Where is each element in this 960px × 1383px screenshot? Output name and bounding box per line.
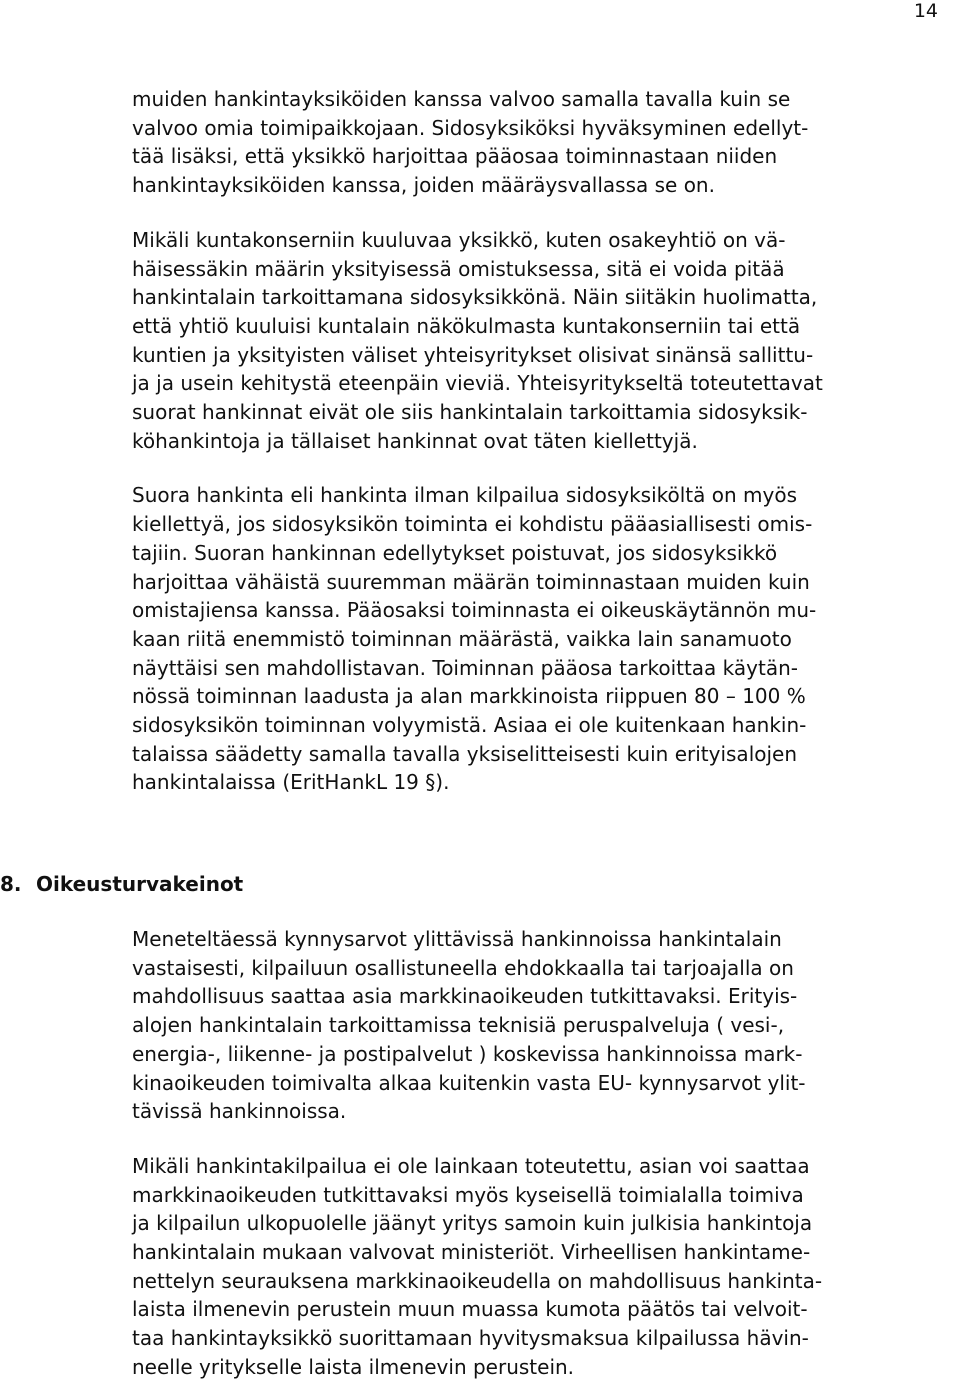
text-line: hankintalain tarkoittamana sidosyksikkönä. Näin siitäkin huolimatta, xyxy=(132,285,818,310)
body-text-section-b xyxy=(132,925,932,1382)
page-number: 14 xyxy=(913,0,938,22)
text-line: näyttäisi sen mahdollistavan. Toiminnan pääosa tarkoittaa käytän- xyxy=(132,655,798,680)
text-line: harjoittaa vähäistä suuremman määrän toiminnastaan muiden kuin xyxy=(132,569,810,594)
paragraph xyxy=(132,481,932,797)
text-line: vastaisesti, kilpailuun osallistuneella ehdokkaalla tai tarjoajalla on xyxy=(132,955,794,980)
text-line: Suora hankinta eli hankinta ilman kilpailua sidosyksiköltä on myös xyxy=(132,483,797,508)
text-line: Meneteltäessä kynnysarvot ylittävissä hankinnoissa hankintalain xyxy=(132,927,782,951)
text-line: talaissa säädetty samalla tavalla yksiselitteisesti kuin erityisalojen xyxy=(132,741,798,766)
text-line: kuntien ja yksityisten väliset yhteisyritykset olisivat sinänsä sallittu- xyxy=(132,342,814,367)
text-line: hankintalain mukaan valvovat ministeriöt. Virheellisen hankintame- xyxy=(132,1240,811,1265)
text-line: hankintalaissa (EritHankL 19 §). xyxy=(132,770,450,795)
text-line: tää lisäksi, että yksikkö harjoittaa pääosaa toiminnastaan niiden xyxy=(132,144,778,169)
text-line: neelle yritykselle laista ilmenevin perustein. xyxy=(132,1354,575,1379)
text-line: nössä toiminnan laadusta ja alan markkinoista riippuen 80 – 100 % xyxy=(132,684,806,709)
text-line: laista ilmenevin perustein muun muassa kumota päätös tai velvoit- xyxy=(132,1297,808,1322)
text-line: köhankintoja ja tällaiset hankinnat ovat täten kiellettyjä. xyxy=(132,428,698,453)
text-line: suorat hankinnat eivät ole siis hankintalain tarkoittamia sidosyksik- xyxy=(132,400,808,425)
text-line: alojen hankintalain tarkoittamissa teknisiä peruspalveluja ( vesi-, xyxy=(132,1013,785,1038)
text-line: nettelyn seurauksena markkinaoikeudella on mahdollisuus hankinta- xyxy=(132,1268,823,1293)
text-line: valvoo omia toimipaikkojaan. Sidosyksiköksi hyväksyminen edellyt- xyxy=(132,115,809,140)
text-line: hankintayksiköiden kanssa, joiden määräysvallassa se on. xyxy=(132,173,715,198)
text-line: kinaoikeuden toimivalta alkaa kuitenkin vasta EU- kynnysarvot ylit- xyxy=(132,1070,806,1095)
paragraph xyxy=(132,1152,932,1382)
paragraph xyxy=(132,226,932,456)
text-line: kaan riitä enemmistö toiminnan määrästä, vaikka lain sanamuoto xyxy=(132,626,792,651)
text-line: energia-, liikenne- ja postipalvelut ) koskevissa hankinnoissa mark- xyxy=(132,1041,803,1066)
section-number: 8. xyxy=(0,872,22,896)
text-line: tävissä hankinnoissa. xyxy=(132,1099,347,1124)
text-line: kiellettyä, jos sidosyksikön toiminta ei kohdistu pääasiallisesti omis- xyxy=(132,512,813,537)
paragraph xyxy=(132,85,932,200)
text-line: Mikäli kuntakonserniin kuuluvaa yksikkö, kuten osakeyhtiö on vä- xyxy=(132,227,786,252)
text-line: että yhtiö kuuluisi kuntalain näkökulmasta kuntakonserniin tai että xyxy=(132,313,801,338)
text-line: häisessäkin määrin yksityisessä omistuksessa, sitä ei voida pitää xyxy=(132,256,785,281)
text-line: ja kilpailun ulkopuolelle jäänyt yritys samoin kuin julkisia hankintoja xyxy=(132,1211,813,1236)
body-text-section-a xyxy=(132,85,932,797)
text-line: taa hankintayksikkö suorittamaan hyvitysmaksua kilpailussa hävin- xyxy=(132,1326,809,1351)
section-heading xyxy=(0,870,960,898)
text-line: omistajiensa kanssa. Pääosaksi toiminnasta ei oikeuskäytännön mu- xyxy=(132,598,817,623)
section-title: Oikeusturvakeinot xyxy=(36,872,244,896)
text-line: tajiin. Suoran hankinnan edellytykset poistuvat, jos sidosyksikkö xyxy=(132,540,778,565)
text-line: mahdollisuus saattaa asia markkinaoikeuden tutkittavaksi. Erityis- xyxy=(132,984,798,1009)
text-line: markkinaoikeuden tutkittavaksi myös kyseisellä toimialalla toimiva xyxy=(132,1182,804,1207)
text-line: ja ja usein kehitystä eteenpäin vieviä. Yhteisyritykseltä toteutettavat xyxy=(132,371,823,396)
text-line: Mikäli hankintakilpailua ei ole lainkaan toteutettu, asian voi saattaa xyxy=(132,1153,810,1178)
paragraph xyxy=(132,925,932,1126)
text-line: muiden hankintayksiköiden kanssa valvoo samalla tavalla kuin se xyxy=(132,87,791,111)
text-line: sidosyksikön toiminnan volyymistä. Asiaa ei ole kuitenkaan hankin- xyxy=(132,713,807,738)
